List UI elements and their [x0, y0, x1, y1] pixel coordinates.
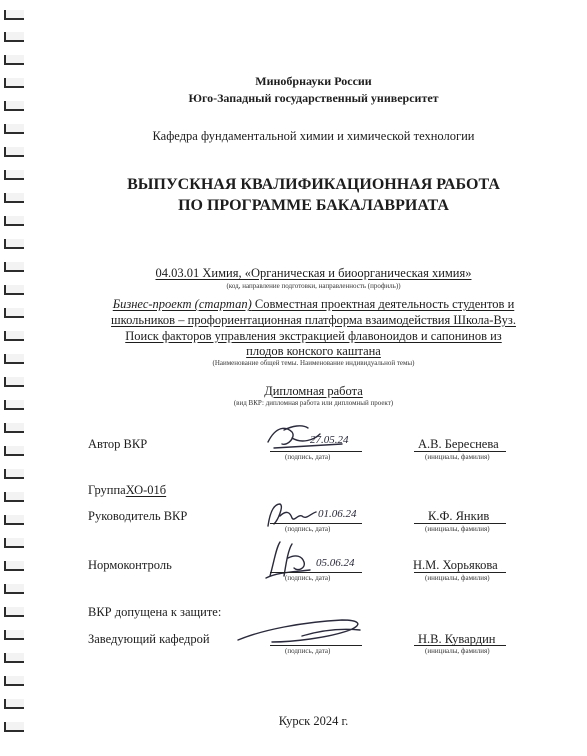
topic-line1-text: Совместная проектная деятельность студентов и: [251, 297, 515, 311]
head-label: Заведующий кафедрой: [88, 632, 210, 646]
topic-line2-text: школьников – профориентационная платформа взаимодействия Школа-Вуз.: [111, 313, 516, 327]
department-name: Кафедра фундаментальной химии и химической технологии: [152, 129, 475, 143]
work-type: [40, 384, 587, 399]
normcontrol-name: Н.М. Хорьякова: [413, 558, 498, 572]
author-name: А.В. Береснева: [418, 437, 499, 451]
city-year: Курск 2024 г.: [278, 714, 349, 728]
topic-caption: (Наименование общей темы. Наименование индивидуальной темы): [212, 359, 415, 367]
admission-label: ВКР допущена к защите:: [88, 605, 222, 619]
head-sign-caption: (подпись, дата): [285, 647, 331, 655]
topic-line3: [40, 329, 587, 344]
topic-line4-text: плодов конского каштана: [246, 344, 381, 358]
author-name-caption: (инициалы, фамилия): [425, 453, 490, 461]
supervisor-name-caption: (инициалы, фамилия): [425, 525, 490, 533]
group: [88, 483, 166, 498]
normcontrol-name-caption: (инициалы, фамилия): [425, 574, 490, 582]
document-title-line2: ПО ПРОГРАММЕ БАКАЛАВРИАТА: [178, 197, 449, 214]
spiral-binding: [0, 0, 40, 756]
university-name: Юго-Западный государственный университет: [188, 91, 439, 105]
head-name: Н.В. Кувардин: [418, 632, 496, 646]
department: [40, 129, 587, 144]
group-value: ХО-01б: [125, 483, 167, 497]
author-label: Автор ВКР: [88, 437, 148, 451]
normcontrol-sign-date: 05.06.24: [316, 557, 355, 569]
head-signature: [232, 612, 382, 648]
topic-prefix: Бизнес-проект (стартап): [112, 297, 252, 311]
author-sign-caption: (подпись, дата): [285, 453, 331, 461]
document-title-line1: ВЫПУСКНАЯ КВАЛИФИКАЦИОННАЯ РАБОТА: [127, 176, 500, 193]
supervisor-sign-caption: (подпись, дата): [285, 525, 331, 533]
author-sign-date: 27.05.24: [310, 434, 349, 446]
supervisor-label: Руководитель ВКР: [88, 509, 188, 523]
normcontrol-label: Нормоконтроль: [88, 558, 172, 572]
group-label: Группа: [88, 483, 126, 497]
topic-line2: [40, 313, 587, 328]
topic-line3-text: Поиск факторов управления экстракцией флавоноидов и сапонинов из: [125, 329, 502, 343]
topic-line4: [40, 344, 587, 359]
head-name-caption: (инициалы, фамилия): [425, 647, 490, 655]
supervisor-sign-date: 01.06.24: [318, 508, 357, 520]
program-caption: (код, направление подготовки, направленность (профиль)): [226, 282, 401, 290]
topic-line1: [40, 297, 587, 312]
ministry: Минобрнауки России: [255, 74, 372, 88]
program: [40, 266, 587, 281]
work-type-value: Дипломная работа: [264, 384, 363, 398]
work-type-caption: (вид ВКР: дипломная работа или дипломный проект): [233, 399, 394, 407]
supervisor-name: К.Ф. Янкив: [428, 509, 490, 523]
normcontrol-sign-caption: (подпись, дата): [285, 574, 331, 582]
program-value: 04.03.01 Химия, «Органическая и биоорганическая химия»: [155, 266, 472, 280]
